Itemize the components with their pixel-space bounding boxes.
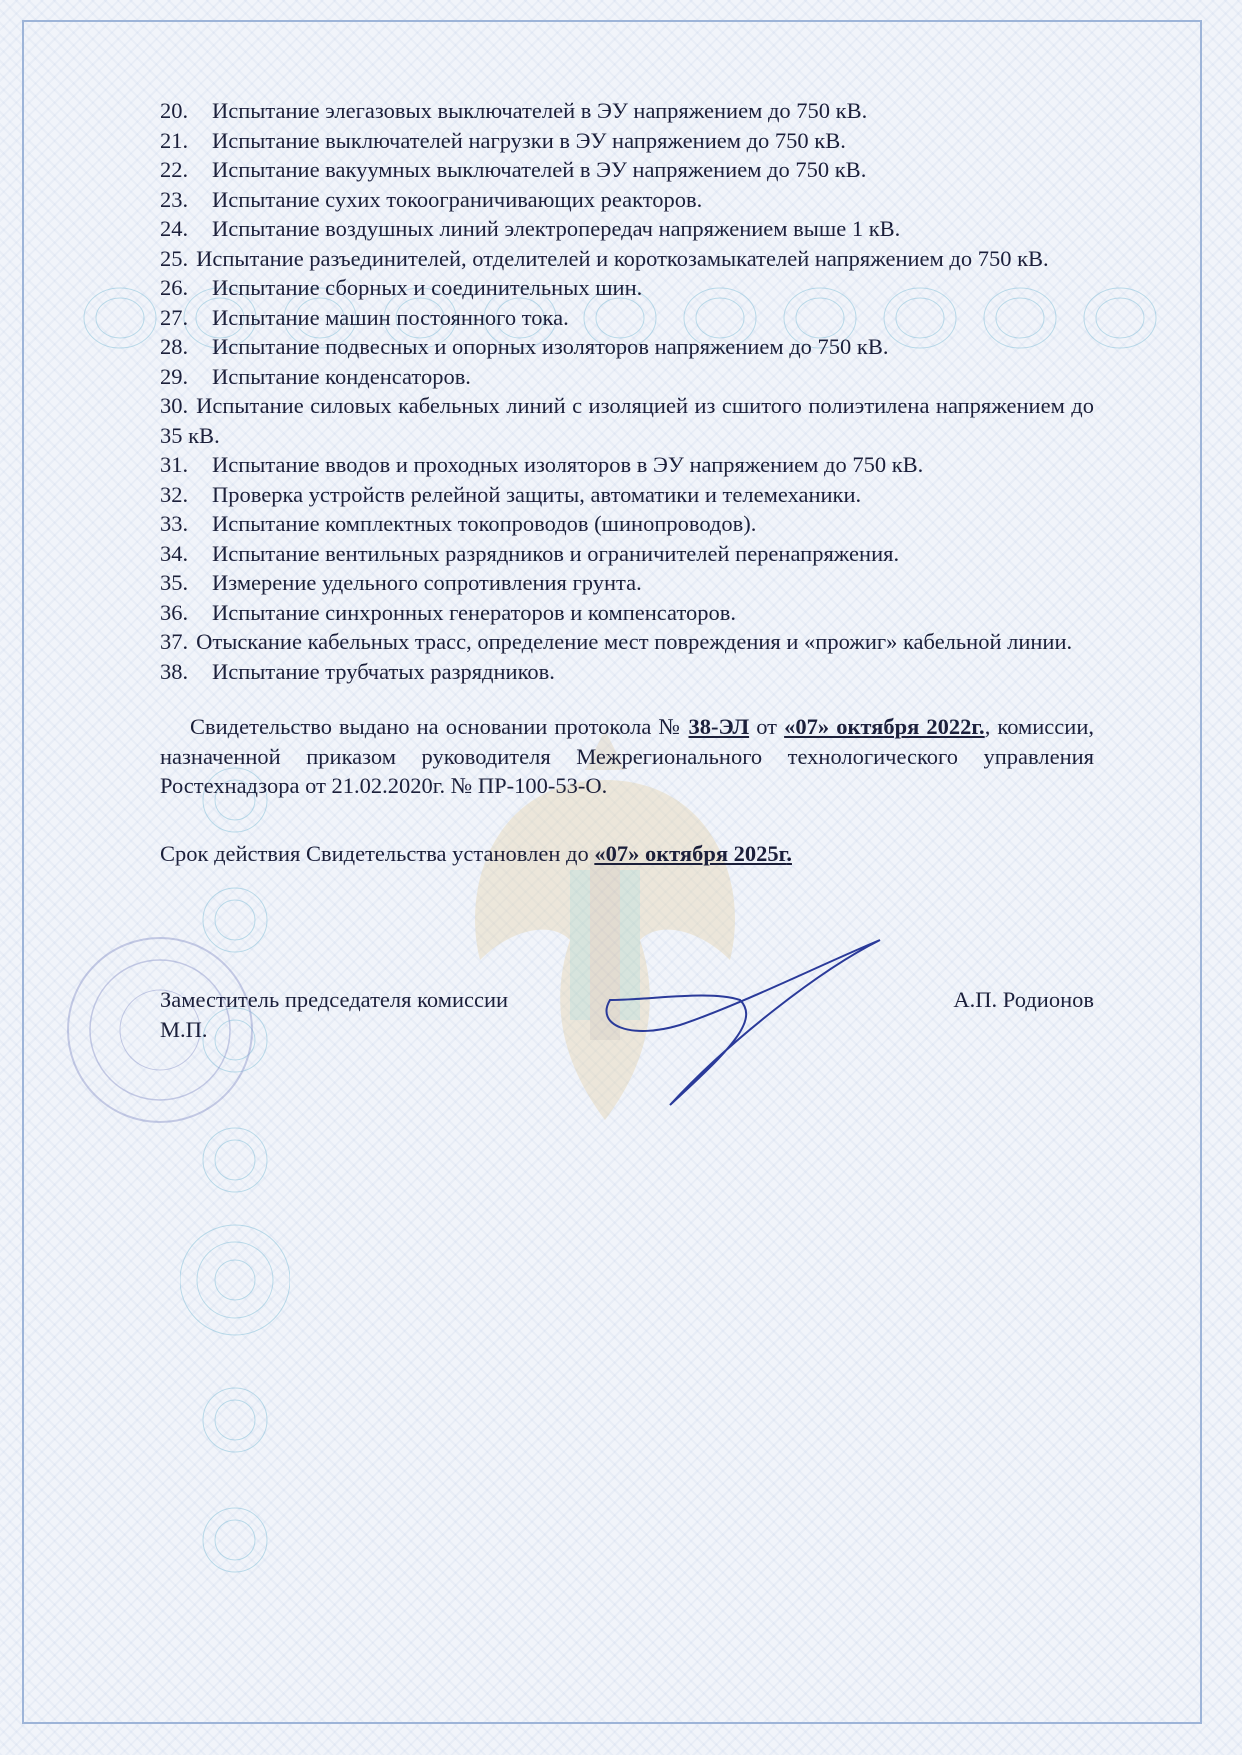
basis-paragraph: Свидетельство выдано на основании протокола № 38-ЭЛ от «07» октября 2022г., комиссии, назначенной приказом руководителя Межрегионального технологического управления Ростехнадзора от 21.02.2020г. № ПР-100-53-О. [160, 714, 1094, 798]
list-item: 37. Отыскание кабельных трасс, определение мест повреждения и «прожиг» кабельной линии. [160, 629, 1073, 654]
list-item: 30. Испытание силовых кабельных линий с изоляцией из сшитого полиэтилена напряжением до 35 кВ. [160, 393, 1094, 448]
list-item: 31. Испытание вводов и проходных изоляторов в ЭУ напряжением до 750 кВ. [160, 452, 924, 477]
handwritten-signature [590, 930, 890, 1130]
list-item: 34. Испытание вентильных разрядников и ограничителей перенапряжения. [160, 540, 900, 566]
list-item: 35. Измерение удельного сопротивления грунта. [160, 570, 642, 595]
document-body [160, 96, 1094, 891]
stamp-place-label: М.П. [160, 1017, 208, 1042]
list-item: 27. Испытание машин постоянного тока. [160, 304, 569, 330]
list-item: 23. Испытание сухих токоограничивающих реакторов. [160, 186, 703, 212]
list-item: 21. Испытание выключателей нагрузки в ЭУ напряжением до 750 кВ. [160, 127, 846, 153]
validity-date: «07» октября 2025г [594, 840, 787, 866]
test-types-list [160, 96, 1094, 686]
signatory-name: А.П. Родионов [953, 987, 1094, 1012]
list-item: 29. Испытание конденсаторов. [160, 363, 471, 389]
protocol-number: 38-ЭЛ [688, 714, 750, 739]
list-item: 32. Проверка устройств релейной защиты, автоматики и телемеханики. [160, 481, 862, 507]
list-item: 24. Испытание воздушных линий электропередач напряжением выше 1 кВ. [160, 216, 901, 241]
list-item: 28. Испытание подвесных и опорных изоляторов напряжением до 750 кВ. [160, 334, 889, 359]
signatory-position: Заместитель председателя комиссии [160, 987, 509, 1012]
list-item: 33. Испытание комплектных токопроводов (шинопроводов). [160, 511, 757, 536]
list-item: 25. Испытание разъединителей, отделителей и короткозамыкателей напряжением до 750 кВ. [160, 245, 1049, 271]
list-item: 26. Испытание сборных и соединительных шин. [160, 275, 643, 300]
list-item: 20. Испытание элегазовых выключателей в ЭУ напряжением до 750 кВ. [160, 98, 868, 123]
list-item: 22. Испытание вакуумных выключателей в ЭУ напряжением до 750 кВ. [160, 157, 867, 182]
validity-paragraph: Срок действия Свидетельства установлен до «07» октября 2025г. [160, 840, 792, 866]
list-item: 36. Испытание синхронных генераторов и компенсаторов. [160, 599, 736, 625]
list-item: 38. Испытание трубчатых разрядников. [160, 658, 555, 684]
protocol-date: «07» октября 2022г. [784, 714, 985, 739]
